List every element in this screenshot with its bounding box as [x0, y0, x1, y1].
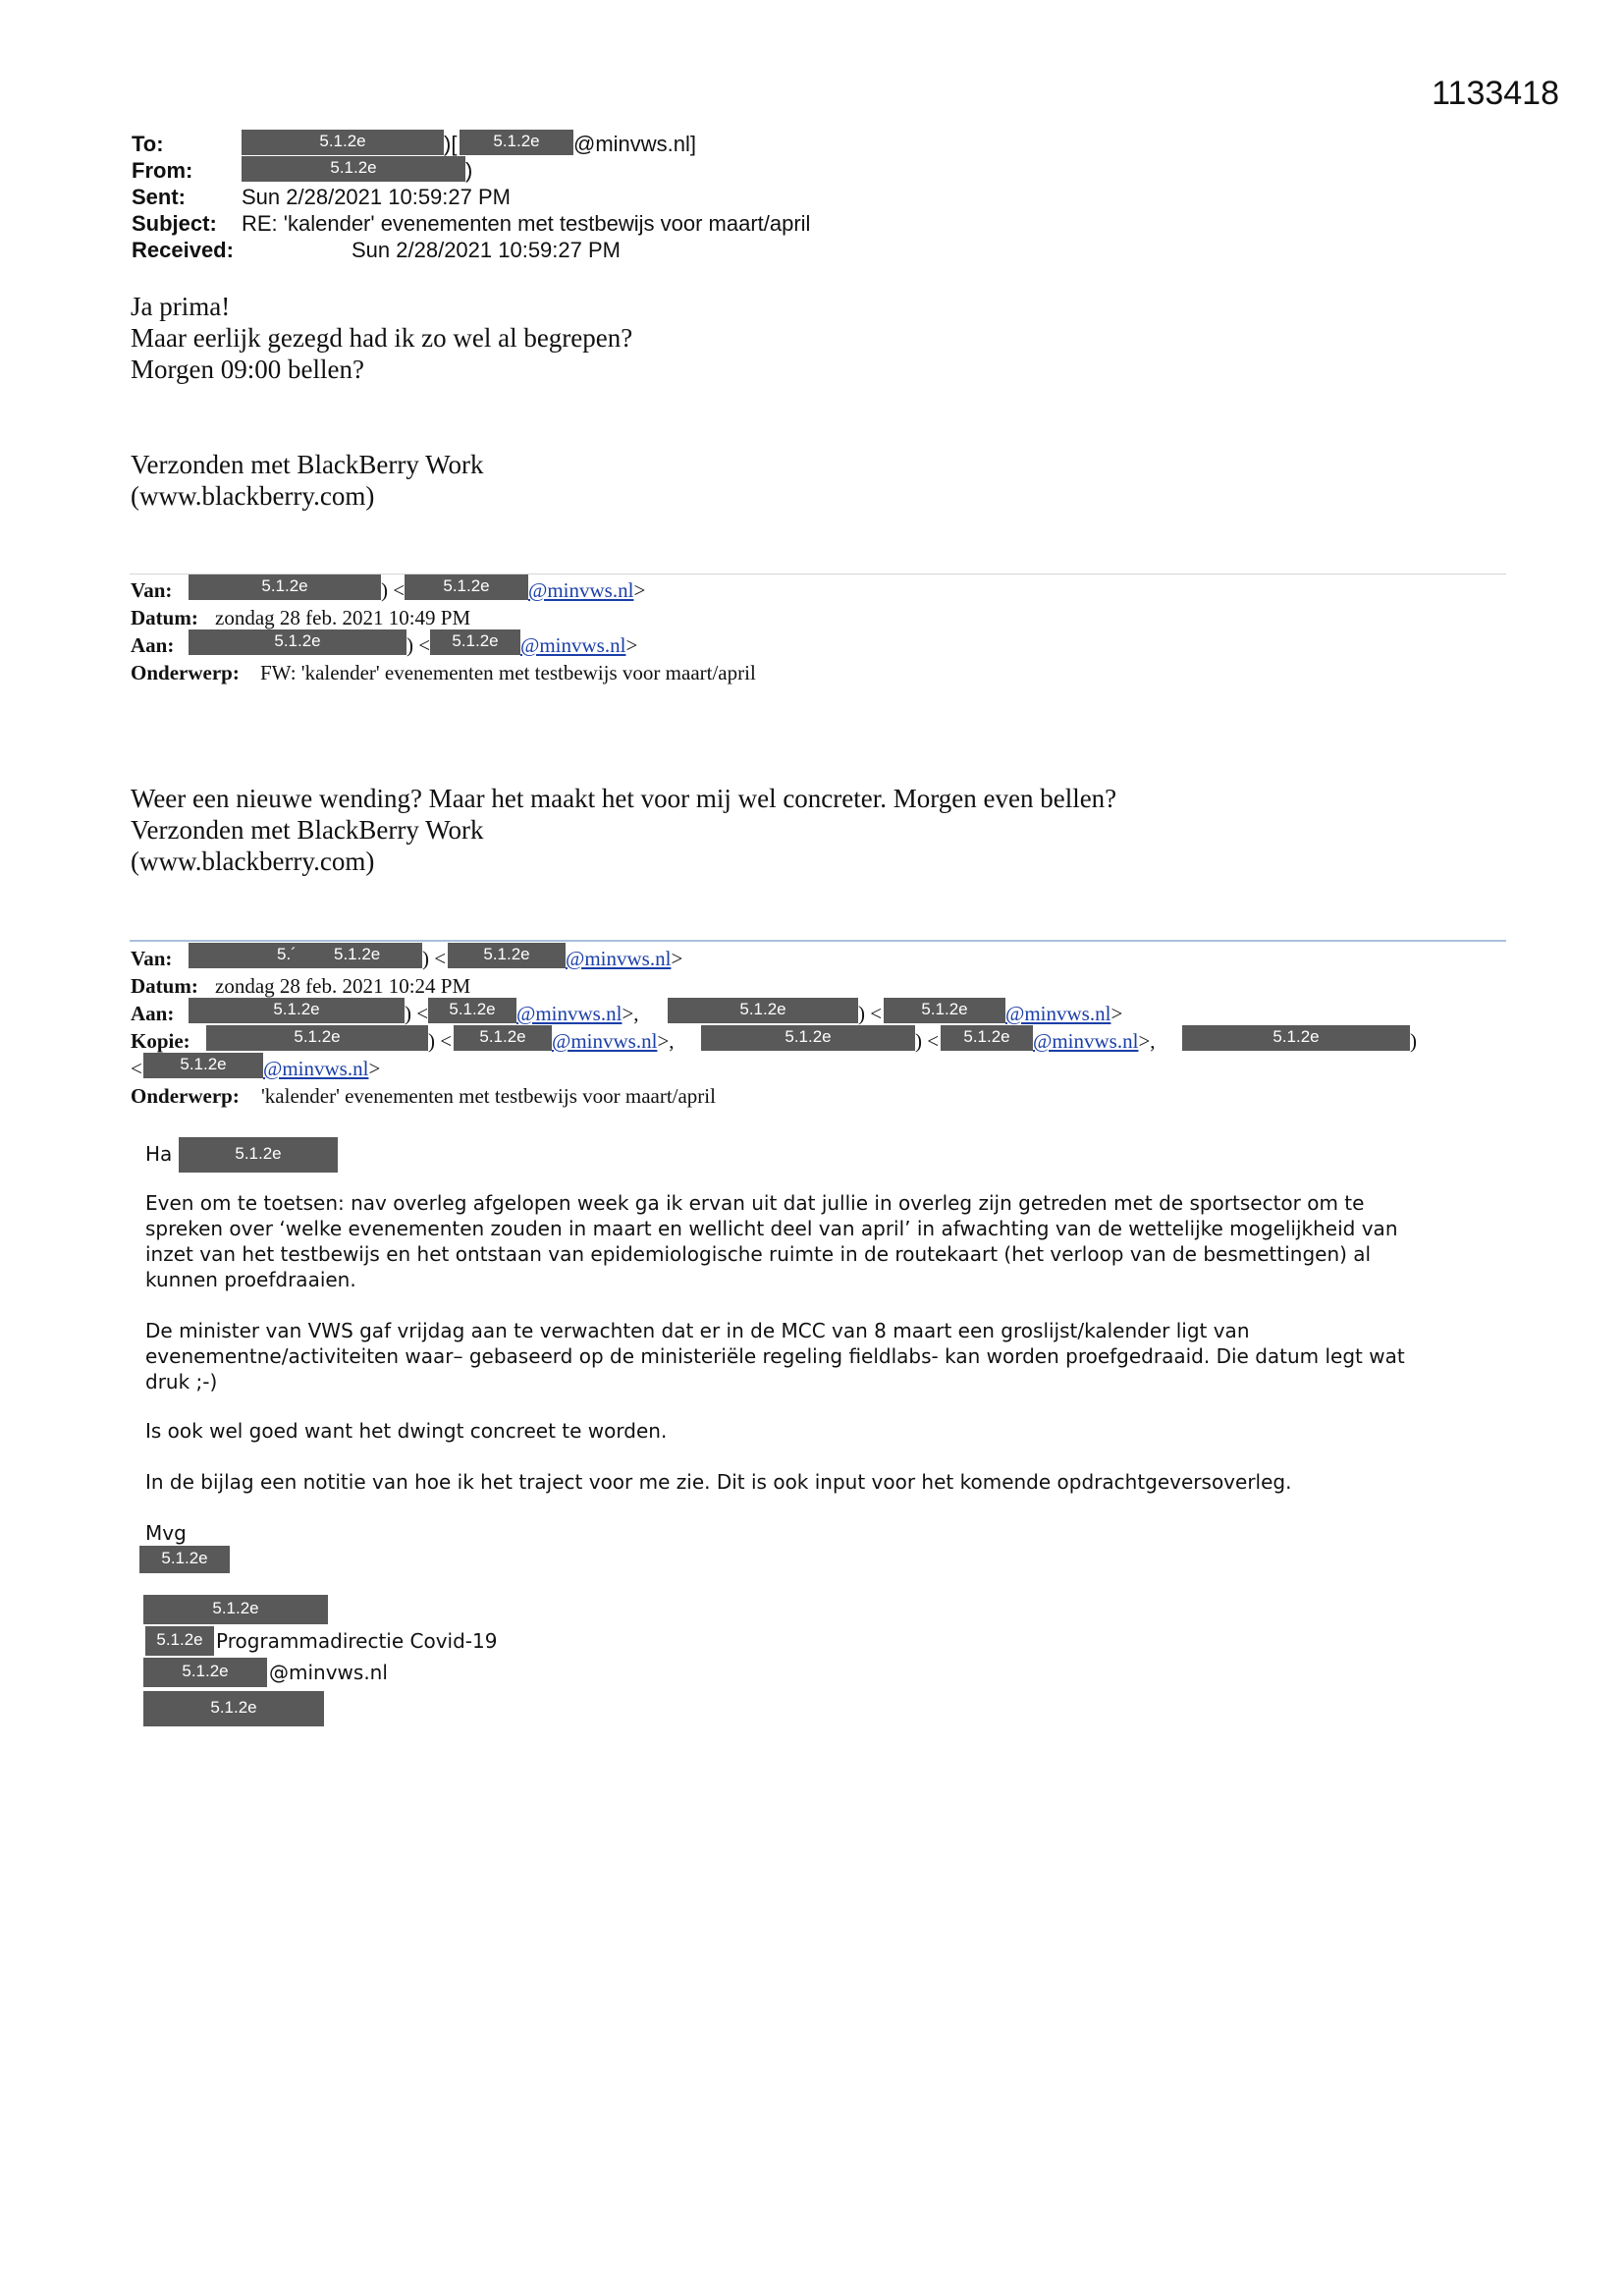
fw2-kopie-bracket: ) < — [428, 1029, 453, 1053]
header-received-label: Received: — [132, 238, 234, 262]
redaction-box: 5.1.2e — [145, 1626, 214, 1656]
fw1-van-email: @minvws.nl> — [528, 578, 646, 602]
header-received-value: Sun 2/28/2021 10:59:27 PM — [352, 238, 621, 262]
text-line: In de bijlag een notitie van hoe ik het traject voor me zie. Dit is ook input voor het komende opdrachtgeversoverleg. — [145, 1470, 1292, 1494]
fw2-aan-bracket: ) < — [405, 1002, 429, 1025]
text-line: inzet van het testbewijs en het ontstaan van epidemiologische ruimte in de routekaart (het verloop van de besmettingen) al — [145, 1242, 1372, 1266]
fw2-onderwerp-label: Onderwerp: — [131, 1084, 240, 1108]
text-line: spreken over ‘welke evenementen zouden in maart en wellicht deel van april’ in afwachting van de wettelijke mogelijkheid van — [145, 1217, 1398, 1240]
redaction-box: 5.1.2e — [242, 130, 444, 155]
fw1-aan-email: @minvws.nl> — [520, 633, 638, 657]
redaction-box: 5.1.2e — [143, 1053, 263, 1078]
fw2-datum-value: zondag 28 feb. 2021 10:24 PM — [215, 974, 471, 998]
signature-email: @minvws.nl — [269, 1661, 388, 1684]
fw1-aan-label: Aan: — [131, 633, 175, 657]
redaction-box: 5.1.2e — [428, 998, 516, 1023]
redaction-box: 5.1.2e — [143, 1658, 267, 1687]
fw1-body-line: (www.blackberry.com) — [131, 847, 375, 876]
redaction-box: 5.1.2e — [941, 1025, 1033, 1051]
redaction-box: 5.1.2e — [460, 130, 573, 155]
fw2-kopie-email: @minvws.nl> — [263, 1057, 381, 1080]
fw1-body-line: Weer een nieuwe wending? Maar het maakt het voor mij wel concreter. Morgen even bellen? — [131, 784, 1117, 813]
redaction-box: 5.1.2e — [1182, 1025, 1410, 1051]
fw1-onderwerp-label: Onderwerp: — [131, 661, 240, 684]
original-closing: Mvg — [145, 1521, 187, 1545]
fw2-onderwerp-value: 'kalender' evenementen met testbewijs voor maart/april — [261, 1084, 716, 1108]
reply-signature: Verzonden met BlackBerry Work — [131, 450, 484, 479]
redaction-box: 5.1.2e — [179, 1137, 338, 1173]
text-line: evenementne/activiteiten waar– gebaseerd op de ministeriële regeling fieldlabs- kan worden proefgedraaid. Die datum legt wat — [145, 1344, 1405, 1368]
redaction-box: 5.1.2e — [701, 1025, 915, 1051]
original-paragraph — [145, 1190, 1398, 1292]
redaction-box: 5.1.2e — [189, 629, 406, 655]
header-to-bracket: )[ — [444, 132, 458, 156]
redaction-box: 5.1.2e — [143, 1595, 328, 1624]
fw2-van-label: Van: — [131, 947, 173, 970]
fw2-van-email: @minvws.nl> — [566, 947, 683, 970]
separator-line — [130, 940, 1506, 942]
redaction-box: 5.1.2e — [454, 1025, 552, 1051]
fw1-body-line: Verzonden met BlackBerry Work — [131, 815, 484, 845]
redaction-box: 5.1.2e — [668, 998, 858, 1023]
redaction-box: 5.´ 5.1.2e — [189, 943, 422, 968]
original-paragraph — [145, 1318, 1405, 1394]
fw1-datum-label: Datum: — [131, 606, 198, 629]
fw1-datum-value: zondag 28 feb. 2021 10:49 PM — [215, 606, 471, 629]
fw2-aan-email: @minvws.nl>, — [516, 1002, 639, 1025]
redaction-box: 5.1.2e — [189, 998, 405, 1023]
text-line: druk ;-) — [145, 1370, 218, 1394]
text-line: De minister van VWS gaf vrijdag aan te verwachten dat er in de MCC van 8 maart een groslijst/kalender ligt van — [145, 1319, 1250, 1342]
original-paragraph — [145, 1469, 1291, 1495]
original-greeting: Ha — [145, 1142, 173, 1166]
text-line: Is ook wel goed want het dwingt concreet te worden. — [145, 1419, 668, 1443]
reply-line: Morgen 09:00 bellen? — [131, 355, 364, 384]
redaction-box: 5.1.2e — [242, 156, 465, 182]
redaction-box: 5.1.2e — [206, 1025, 428, 1051]
fw2-aan-email: @minvws.nl> — [1005, 1002, 1123, 1025]
redaction-box: 5.1.2e — [139, 1546, 230, 1573]
fw2-kopie-email: @minvws.nl>, — [552, 1029, 675, 1053]
redaction-box: 5.1.2e — [189, 574, 381, 600]
fw2-kopie-paren: ) — [1410, 1029, 1417, 1053]
signature-org: Programmadirectie Covid-19 — [216, 1629, 498, 1653]
header-to-label: To: — [132, 132, 164, 156]
fw2-kopie-email: @minvws.nl>, — [1033, 1029, 1156, 1053]
fw2-kopie-bracket: ) < — [915, 1029, 940, 1053]
reply-line: Ja prima! — [131, 292, 231, 321]
redaction-box: 5.1.2e — [143, 1691, 324, 1726]
text-line: Even om te toetsen: nav overleg afgelopen week ga ik ervan uit dat jullie in overleg zijn getreden met de sportsector om te — [145, 1191, 1365, 1215]
fw1-van-label: Van: — [131, 578, 173, 602]
fw1-onderwerp-value: FW: 'kalender' evenementen met testbewijs voor maart/april — [260, 661, 756, 684]
header-sent-value: Sun 2/28/2021 10:59:27 PM — [242, 185, 511, 209]
redaction-box: 5.1.2e — [405, 574, 528, 600]
header-subject-value: RE: 'kalender' evenementen met testbewijs voor maart/april — [242, 211, 811, 236]
original-paragraph — [145, 1418, 667, 1444]
header-to-email: @minvws.nl] — [573, 132, 697, 156]
header-subject-label: Subject: — [132, 211, 217, 236]
redaction-box: 5.1.2e — [430, 629, 520, 655]
header-from-paren: ) — [465, 158, 473, 183]
fw2-aan-label: Aan: — [131, 1002, 175, 1025]
fw2-kopie-label: Kopie: — [131, 1029, 190, 1053]
fw2-aan-bracket: ) < — [858, 1002, 883, 1025]
redaction-box: 5.1.2e — [448, 943, 566, 968]
reply-signature: (www.blackberry.com) — [131, 481, 375, 511]
text-line: kunnen proefdraaien. — [145, 1268, 356, 1291]
fw2-kopie-cont: < — [131, 1057, 142, 1080]
redaction-box: 5.1.2e — [884, 998, 1005, 1023]
header-sent-label: Sent: — [132, 185, 186, 209]
fw2-van-bracket: ) < — [422, 947, 447, 970]
reply-line: Maar eerlijk gezegd had ik zo wel al begrepen? — [131, 323, 633, 353]
fw1-aan-bracket: ) < — [406, 633, 431, 657]
fw2-datum-label: Datum: — [131, 974, 198, 998]
header-from-label: From: — [132, 158, 193, 183]
document-number: 1133418 — [1432, 75, 1559, 112]
fw1-van-bracket: ) < — [381, 578, 406, 602]
